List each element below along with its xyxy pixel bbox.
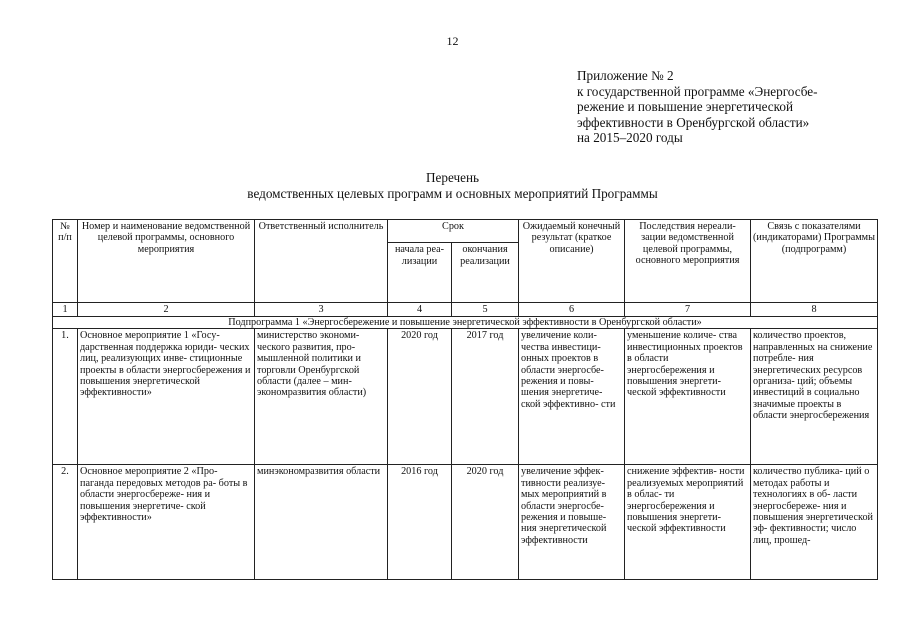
- row-num: 2.: [53, 465, 78, 580]
- programs-table: [52, 219, 878, 580]
- header-term: Срок: [388, 220, 519, 243]
- row-executor: министерство экономи- ческого развития, про- мышленной политики и торговли Оренбургской области (далее – мин- экономразвития области): [255, 329, 388, 465]
- title-line-1: Перечень: [425, 170, 480, 185]
- row-name: Основное мероприятие 2 «Про- паганда передовых методов ра- боты в области энергосбереже- ния и повышения энергетиче- ской эффективности»: [78, 465, 255, 580]
- row-name: Основное мероприятие 1 «Госу- дарственная поддержка юриди- ческих лиц, реализующих инве- стиционные проекты в области энергосбережения и повышения энергетической эффективности»: [78, 329, 255, 465]
- row-start: 2020 год: [388, 329, 452, 465]
- table-row: [53, 329, 878, 465]
- row-consequences: уменьшение количе- ства инвестиционных проектов в области энергосбережения и повышения энергети- ческой эффективности: [625, 329, 751, 465]
- row-end: 2017 год: [452, 329, 519, 465]
- appendix-line: на 2015–2020 годы: [577, 130, 683, 146]
- column-number: 1: [53, 303, 78, 317]
- row-executor: минэкономразвития области: [255, 465, 388, 580]
- row-consequences: снижение эффектив- ности реализуемых мероприятий в облас- ти энергосбережения и повышения энергети- ческой эффективности: [625, 465, 751, 580]
- subprogram-title: Подпрограмма 1 «Энергосбережение и повышение энергетической эффективности в Оренбургской области»: [53, 317, 878, 329]
- appendix-line: к государственной программе «Энергосбе-: [577, 83, 818, 99]
- subprogram-row: [53, 317, 878, 329]
- row-link: количество публика- ций о методах работы и технологиях в об- ласти энергосбереже- ния и повышения энергетической эф- фективности; число лиц, прошед-: [751, 465, 878, 580]
- table-header-row: [53, 220, 878, 243]
- column-number: 8: [751, 303, 878, 317]
- appendix-line: эффективности в Оренбургской области»: [577, 114, 810, 130]
- header-result: Ожидаемый конечный результат (краткое описание): [519, 220, 625, 303]
- column-number: 5: [452, 303, 519, 317]
- row-result: увеличение коли- чества инвестици- онных проектов в области энергосбе- режения и повы- шения энергетиче- ской эффективно- сти: [519, 329, 625, 465]
- column-number: 3: [255, 303, 388, 317]
- header-end: окончания реализации: [452, 243, 519, 303]
- column-number: 2: [78, 303, 255, 317]
- page-number: 12: [446, 34, 459, 48]
- document-title: [0, 170, 905, 202]
- title-line-2: ведомственных целевых программ и основных мероприятий Программы: [247, 186, 658, 201]
- header-name: Номер и наименование ведомственной целевой программы, основного мероприятия: [78, 220, 255, 303]
- header-num: № п/п: [53, 220, 78, 303]
- appendix-line: режение и повышение энергетической: [577, 99, 793, 115]
- header-link: Связь с показателями (индикаторами) Программы (подпрограмм): [751, 220, 878, 303]
- row-end: 2020 год: [452, 465, 519, 580]
- column-number: 7: [625, 303, 751, 317]
- header-consequences: Последствия нереали- зации ведомственной целевой программы, основного мероприятия: [625, 220, 751, 303]
- header-start: начала реа- лизации: [388, 243, 452, 303]
- column-numbers-row: [53, 303, 878, 317]
- column-number: 4: [388, 303, 452, 317]
- appendix-header: [577, 68, 877, 146]
- column-number: 6: [519, 303, 625, 317]
- table-row: [53, 465, 878, 580]
- row-num: 1.: [53, 329, 78, 465]
- row-result: увеличение эффек- тивности реализуе- мых мероприятий в области энергосбе- режения и повыше- ния энергетической эффективности: [519, 465, 625, 580]
- row-start: 2016 год: [388, 465, 452, 580]
- row-link: количество проектов, направленных на снижение потребле- ния энергетических ресурсов организа- ций; объемы инвестиций в социально значимые проекты в области энергосбережения: [751, 329, 878, 465]
- appendix-line: Приложение № 2: [577, 68, 674, 83]
- header-executor: Ответственный исполнитель: [255, 220, 388, 303]
